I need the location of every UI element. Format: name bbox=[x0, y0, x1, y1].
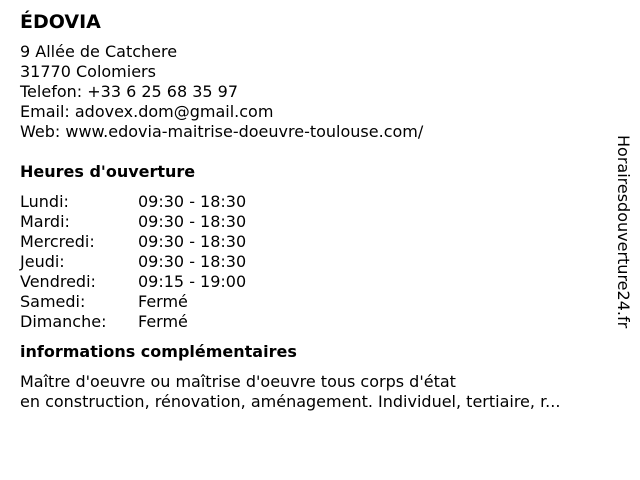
time-value: 09:30 - 18:30 bbox=[138, 192, 247, 211]
address-line-1: 9 Allée de Catchere bbox=[20, 42, 178, 61]
day-label: Dimanche: bbox=[20, 312, 107, 331]
hours-row-tuesday bbox=[20, 212, 600, 232]
hours-row-monday bbox=[20, 192, 600, 212]
business-name: ÉDOVIA bbox=[20, 11, 101, 33]
hours-row-friday bbox=[20, 272, 600, 292]
address-line-2: 31770 Colomiers bbox=[20, 62, 156, 81]
email-text: Email: adovex.dom@gmail.com bbox=[20, 102, 274, 121]
day-label: Samedi: bbox=[20, 292, 86, 311]
business-card bbox=[20, 10, 600, 412]
info-line-2: en construction, rénovation, aménagement. Individuel, tertiaire, r... bbox=[20, 392, 561, 411]
opening-hours-heading: Heures d'ouverture bbox=[20, 162, 196, 181]
time-value: 09:15 - 19:00 bbox=[138, 272, 247, 291]
hours-row-wednesday bbox=[20, 232, 600, 252]
phone-text: Telefon: +33 6 25 68 35 97 bbox=[20, 82, 239, 101]
time-value: 09:30 - 18:30 bbox=[138, 232, 247, 251]
hours-row-sunday bbox=[20, 312, 600, 332]
day-label: Vendredi: bbox=[20, 272, 96, 291]
time-value: Fermé bbox=[138, 312, 188, 331]
day-label: Mardi: bbox=[20, 212, 70, 231]
day-label: Jeudi: bbox=[20, 252, 65, 271]
contact-block bbox=[20, 42, 600, 142]
info-line-1: Maître d'oeuvre ou maîtrise d'oeuvre tous corps d'état bbox=[20, 372, 456, 391]
time-value: 09:30 - 18:30 bbox=[138, 252, 247, 271]
hours-row-thursday bbox=[20, 252, 600, 272]
site-watermark: Horairesdouverture24.fr bbox=[614, 135, 633, 329]
day-label: Mercredi: bbox=[20, 232, 95, 251]
time-value: 09:30 - 18:30 bbox=[138, 212, 247, 231]
additional-info-text bbox=[20, 372, 600, 412]
time-value: Fermé bbox=[138, 292, 188, 311]
website-text: Web: www.edovia-maitrise-doeuvre-toulouse.com/ bbox=[20, 122, 424, 141]
day-label: Lundi: bbox=[20, 192, 69, 211]
opening-hours-table bbox=[20, 192, 600, 332]
hours-row-saturday bbox=[20, 292, 600, 312]
additional-info-heading: informations complémentaires bbox=[20, 342, 297, 361]
